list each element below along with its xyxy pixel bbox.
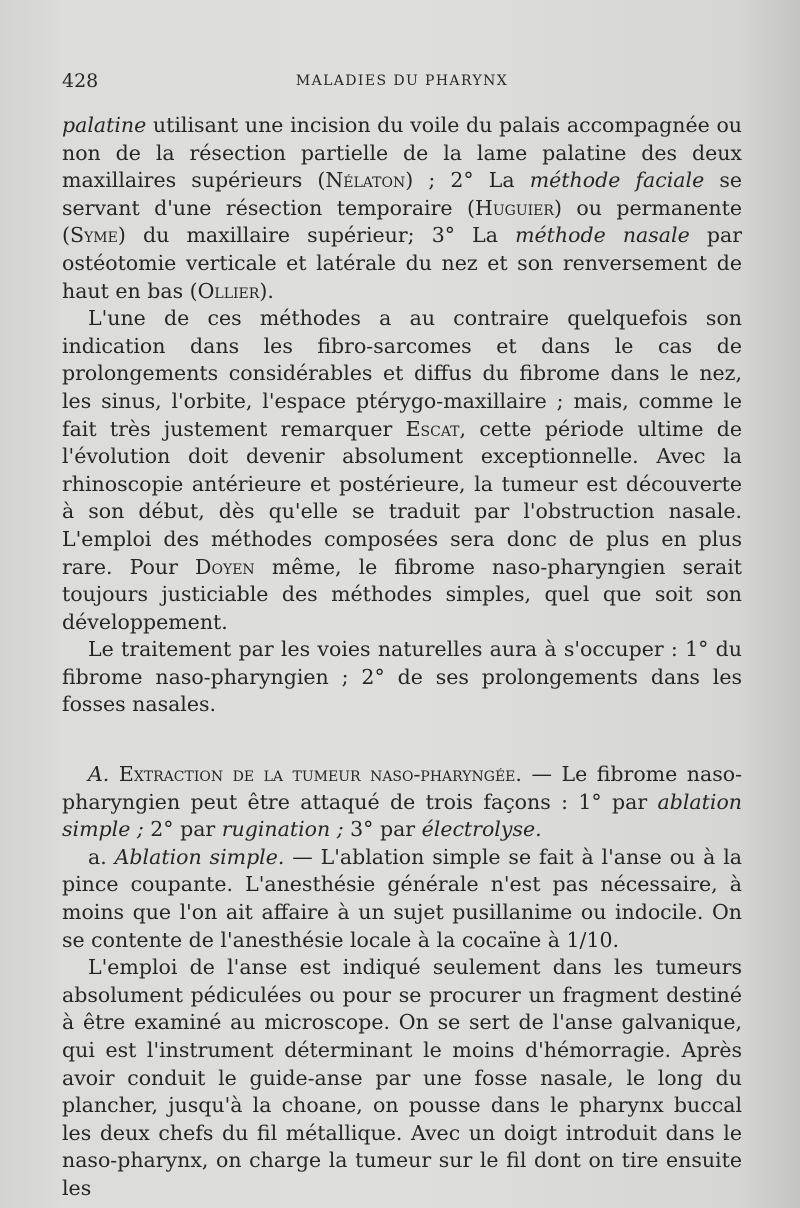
section-extraction-heading: A. Extraction de la tumeur naso-pharyngée. — Le fibrome naso-pharyngien peut être attaqué de trois façons : 1° par ablation simple ; 2° par rugination ; 3° par électrolyse.	[62, 762, 742, 842]
page-number: 428	[62, 70, 99, 92]
page-header	[62, 70, 742, 100]
paragraph-indications: L'une de ces méthodes a au contraire quelquefois son indication dans les fibro-sarcomes et dans le cas de prolongements considérables et diffus du fibrome dans le nez, les sinus, l'orbite, l'espace ptérygo-maxillaire ; mais, comme le fait très justement remarquer Escat, cette période ultime de l'évolution doit devenir absolument exceptionnelle. Avec la rhinoscopie antérieure et postérieure, la tumeur est découverte à son début, dès qu'elle se traduit par l'obstruction nasale. L'emploi des méthodes composées sera donc de plus en plus rare. Pour Doyen même, le fibrome naso-pharyngien serait toujours justiciable des méthodes simples, quel que soit son développement.	[62, 306, 743, 634]
paragraph-methods-list: palatine utilisant une incision du voile du palais accompagnée ou non de la résection partielle de la lame palatine des deux maxillaires supérieurs (Nélaton) ; 2° La méthode faciale se servant d'une résection temporaire (Huguier) ou permanente (Syme) du maxillaire supérieur; 3° La méthode nasale par ostéotomie verticale et latérale du nez et son renversement de haut en bas (Ollier).	[62, 113, 743, 303]
body-text	[62, 112, 742, 1203]
paragraph-simple-ablation: a. Ablation simple. — L'ablation simple se fait à l'anse ou à la pince coupante. L'anesthésie générale n'est pas nécessaire, à moins que l'on ait affaire à un sujet pusillanime ou indocile. On se contente de l'anesthésie locale à la cocaïne à 1/10.	[62, 844, 742, 952]
running-title: MALADIES DU PHARYNX	[295, 73, 509, 89]
paragraph-natural-routes: Le traitement par les voies naturelles aura à s'occuper : 1° du fibrome naso-pharyngien ; 2° de ses prolongements dans les fosses nasales.	[62, 637, 742, 717]
paragraph-snare-use: L'emploi de l'anse est indiqué seulement dans les tumeurs absolument pédiculées ou pour se procurer un fragment destiné à être examiné au microscope. On se sert de l'anse galvanique, qui est l'instrument déterminant le moins d'hémorragie. Après avoir conduit le guide-anse par une fosse nasale, le long du plancher, jusqu'à la choane, on pousse dans le pharynx buccal les deux chefs du fil métallique. Avec un doigt introduit dans le naso-pharynx, on charge la tumeur sur le fil dont on tire ensuite les	[62, 955, 742, 1200]
